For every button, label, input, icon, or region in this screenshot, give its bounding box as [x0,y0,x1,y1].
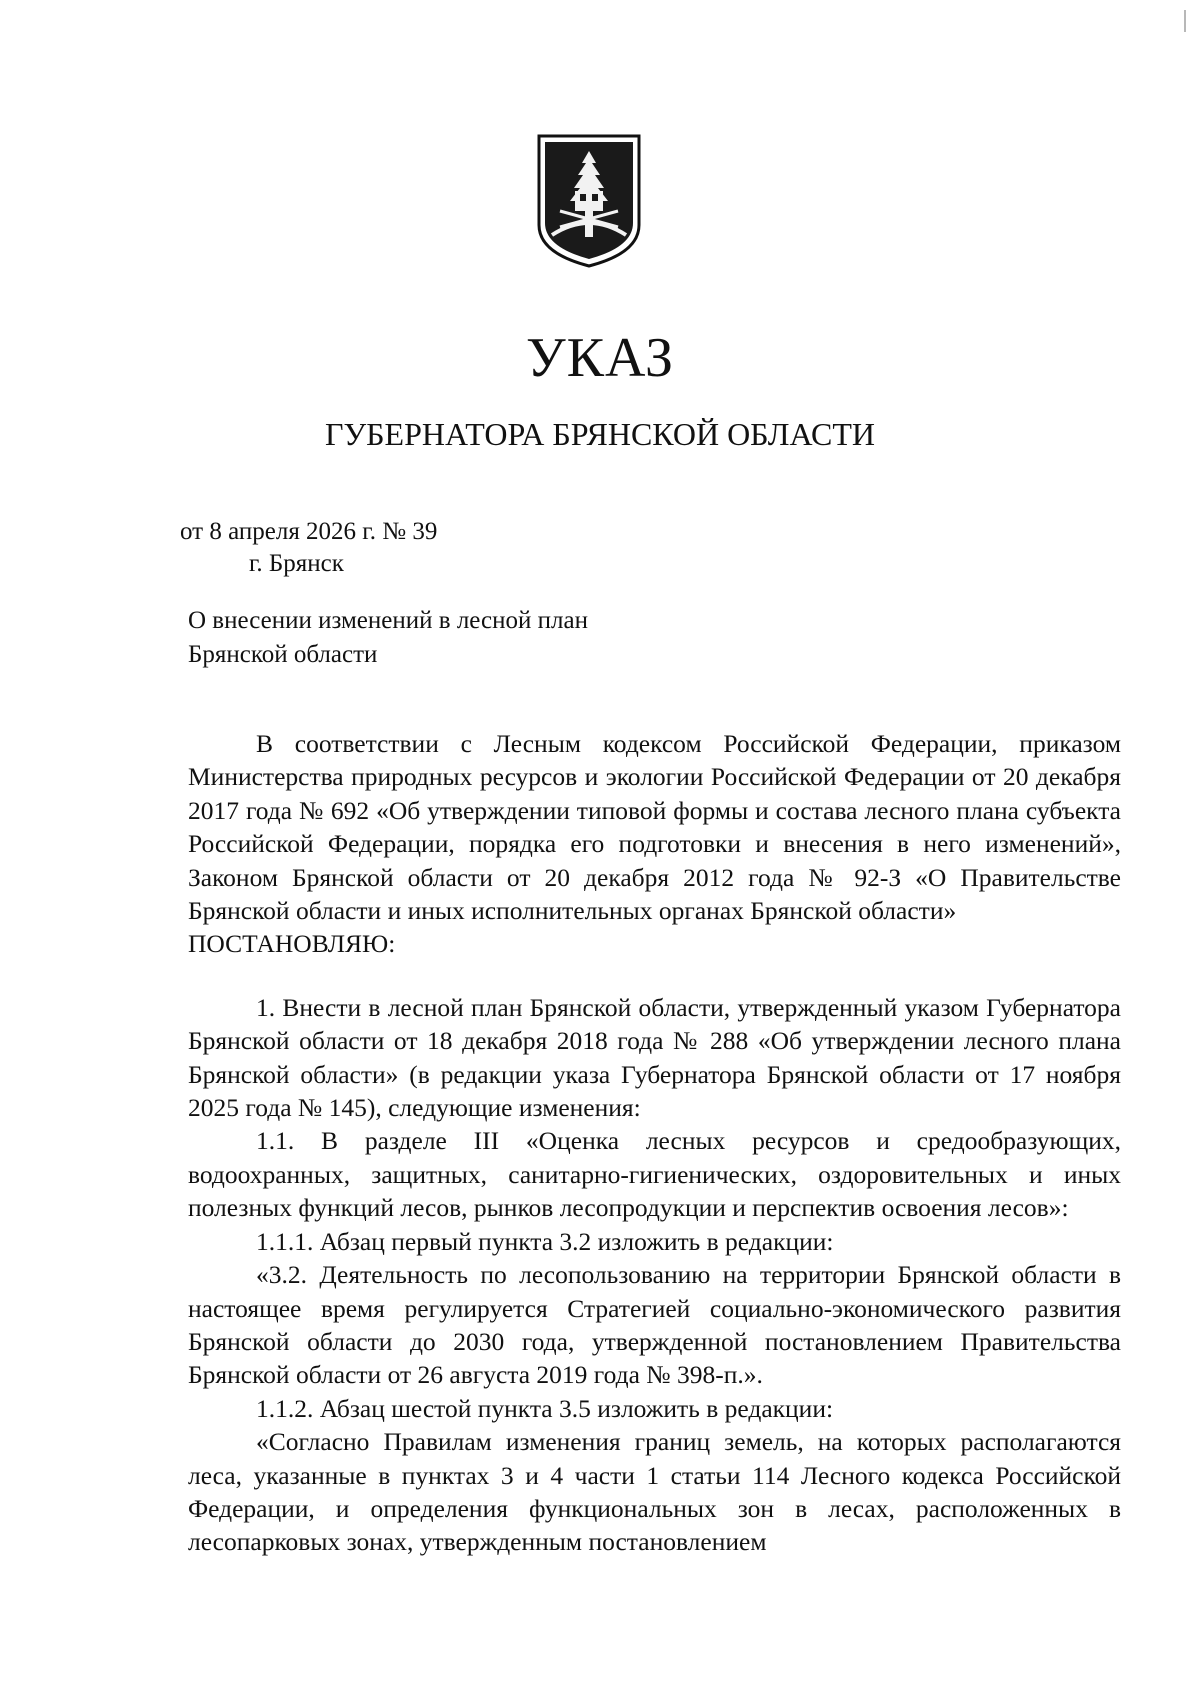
paragraph-1: 1. Внести в лесной план Брянской области, утвержденный указом Губернатора Брянской области от 18 декабря 2018 года № 288 «Об утверждении лесного плана Брянской области» (в редакции указа Губернатора Брянской области от 17 ноября 2025 года № 145), следующие изменения: [188,992,1121,1123]
date-and-number: от 8 апреля 2026 г. № 39 [180,518,438,545]
paragraph-1-1-1: 1.1.1. Абзац первый пункта 3.2 изложить в редакции: [256,1226,834,1256]
preamble-paragraph: В соответствии с Лесным кодексом Российской Федерации, приказом Министерства природных ресурсов и экологии Российской Федерации от 20 декабря 2017 года № 692 «Об утверждении типовой формы и состава лесного плана субъекта Российской Федерации, порядка его подготовки и внесения в него изменений», Законом Брянской области от 20 декабря 2012 года № 92-З «О Правительстве Брянской области и иных исполнительных органах Брянской области» [188,729,1121,926]
city: г. Брянск [249,550,344,577]
paragraph-1-1-2: 1.1.2. Абзац шестой пункта 3.5 изложить в редакции: [256,1393,834,1423]
paragraph-1-1-1-text: «3.2. Деятельность по лесопользованию на территории Брянской области в настоящее время регулируется Стратегией социально-экономического развития Брянской области до 2030 года, утвержденной постановлением Правительства Брянской области от 26 августа 2019 года № 398-п.». [188,1260,1121,1390]
document-body [188,727,1121,1559]
document-subject [188,604,588,672]
subject-line-2: Брянской области [188,641,378,668]
bryansk-coat-of-arms-icon [536,133,642,269]
document-subtitle: ГУБЕРНАТОРА БРЯНСКОЙ ОБЛАСТИ [325,416,875,452]
document-title: УКАЗ [525,327,675,389]
paragraph-1-1-2-text: «Согласно Правилам изменения границ земель, на которых располагаются леса, указанные в пунктах 3 и 4 части 1 статьи 114 Лесного кодекса Российской Федерации, и определения функциональных зон в лесах, расположенных в лесопарковых зонах, утвержденным постановлением [188,1427,1121,1557]
decree-word: ПОСТАНОВЛЯЮ: [188,929,396,959]
scan-edge-mark [1184,10,1186,32]
paragraph-1-1: 1.1. В разделе III «Оценка лесных ресурсов и средообразующих, водоохранных, защитных, санитарно-гигиенических, оздоровительных и иных полезных функций лесов, рынков лесопродукции и перспектив освоения лесов»: [188,1126,1121,1223]
subject-line-1: О внесении изменений в лесной план [188,607,588,634]
